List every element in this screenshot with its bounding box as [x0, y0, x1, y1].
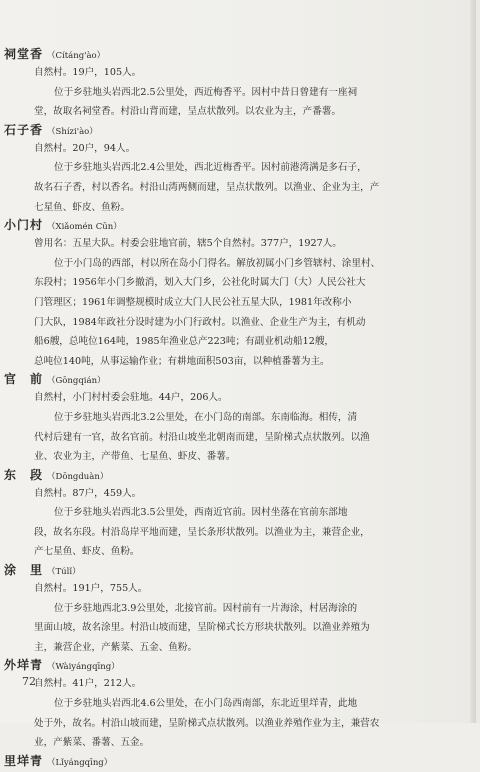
description-line: 七星鱼、虾皮、鱼粉。 [34, 201, 130, 213]
entry-summary: 自然村。191户，755人。 [34, 583, 148, 595]
description-line: 门管理区；1961年调整规模时成立大门人民公社五星大队，1981年改称小 [34, 296, 352, 308]
place-entry [0, 122, 470, 217]
place-pinyin: （Túlǐ） [47, 567, 81, 578]
entry-description [0, 254, 470, 372]
entry-heading [0, 122, 470, 139]
description-line: 门大队，1984年政社分设时建为小门行政村。以渔业、企业生产为主，有机动 [34, 316, 366, 328]
place-name: 石子香 [4, 122, 44, 137]
description-line: 代村后建有一官，故名官前。村沿山坡坐北朝南而建，呈阶梯式点状散列。以渔 [34, 431, 370, 443]
place-entry [0, 753, 470, 770]
entry-heading [0, 46, 470, 63]
entry-description [0, 408, 470, 467]
description-line: 东段村；1956年小门乡撤消，划入大门乡，公社化时属大门（大）人民公社大 [34, 277, 366, 289]
place-entry [0, 46, 470, 122]
entry-heading [0, 753, 470, 770]
entry-heading [0, 217, 470, 234]
entry-description [0, 503, 470, 562]
gazetteer-entries [0, 46, 470, 770]
place-name: 涂 里 [4, 563, 44, 578]
place-entry [0, 467, 470, 562]
entry-description [0, 694, 470, 753]
place-name: 里垟青 [4, 753, 44, 768]
place-entry [0, 657, 470, 752]
page-spine-shadow [470, 0, 476, 723]
place-entry [0, 371, 470, 466]
page-number: 72 [22, 675, 36, 688]
place-pinyin: （Xiǎomén Cūn） [47, 222, 122, 233]
description-line: 位于乡驻地头岩西北3.2公里处，在小门岛的南部。东南临海。相传，清 [54, 411, 358, 423]
description-line: 位于乡驻地西北3.9公里处，北接官前。因村前有一片海涂，村居海涂的 [54, 602, 358, 614]
entry-description [0, 599, 470, 658]
entry-summary: 自然村。20户，94人。 [34, 142, 136, 154]
entry-summary: 自然村。87户，459人。 [34, 487, 142, 499]
place-pinyin: （Dōngduàn） [47, 471, 109, 482]
description-line: 位于乡驻地头岩西北2.4公里处，西北近梅香平。因村前港湾满是多石子， [54, 162, 367, 174]
description-line: 堂，故取名祠堂香。村沿山背而建，呈点状散列。以农业为主，产番薯。 [34, 106, 341, 118]
place-pinyin: （Wàiyángqīng） [47, 662, 120, 673]
description-line: 故名石子香，村以香名。村沿山湾两侧而建，呈点状散列。以渔业、企业为主，产 [34, 181, 380, 193]
entry-description [0, 158, 470, 217]
place-name: 祠堂香 [4, 47, 44, 61]
description-line: 位于乡驻地头岩西北4.6公里处，在小门岛西南部，东北近里垟青，此地 [54, 698, 358, 710]
description-line: 位于小门岛的西部，村以所在岛小门得名。解放初属小门乡管辖村、涂里村、 [54, 257, 381, 269]
place-name: 东 段 [4, 467, 44, 482]
description-line: 段，故名东段。村沿岛岸平地而建，呈长条形状散列。以渔业为主，兼营企业， [34, 526, 370, 538]
place-entry [0, 562, 470, 657]
entry-heading [0, 467, 470, 484]
description-line: 位于乡驻地头岩西北2.5公里处，西近梅香平。因村中昔日曾建有一座祠 [54, 86, 358, 98]
entry-heading [0, 657, 470, 674]
place-pinyin: （Cítáng'ào） [47, 51, 106, 61]
place-name: 官 前 [4, 372, 44, 387]
entry-heading [0, 562, 470, 579]
description-line: 处于外，故名。村沿山坡而建，呈阶梯式点状散列。以渔业养殖作业为主，兼营农 [34, 717, 380, 729]
entry-summary: 自然村。41户，212人。 [34, 678, 142, 690]
entry-description [0, 83, 470, 122]
place-name: 外垟青 [4, 658, 44, 673]
description-line: 船6艘，总吨位164吨，1985年渔业总产223吨；有副业机动船12艘， [34, 336, 335, 348]
entry-heading [0, 371, 470, 388]
place-pinyin: （Lǐyángqīng） [47, 757, 113, 768]
entry-summary: 自然村，小门村村委会驻地。44户，206人。 [34, 392, 228, 404]
description-line: 总吨位140吨，从事运输作业；有耕地面积503亩，以种植番薯为主。 [34, 355, 330, 367]
description-line: 业，产紫菜、番薯、五金。 [34, 737, 150, 749]
description-line: 产七星鱼、虾皮、鱼粉。 [34, 546, 140, 558]
place-pinyin: （Gōngqián） [47, 376, 106, 387]
description-line: 主，兼营企业，产紫菜、五金、鱼粉。 [34, 641, 198, 653]
entry-summary: 曾用名：五星大队。村委会驻地官前，辖5个自然村。377户，1927人。 [34, 238, 342, 250]
entry-summary: 自然村。19户，105人。 [34, 67, 142, 78]
place-pinyin: （Shízi'ào） [47, 126, 98, 137]
description-line: 业、农业为主，产带鱼、七星鱼、虾皮、番薯。 [34, 451, 236, 463]
place-entry [0, 217, 470, 371]
description-line: 里面山坡，故名涂里。村沿山坡而建，呈阶梯式长方形块状散列。以渔业养殖为 [34, 622, 370, 634]
description-line: 位于乡驻地头岩西北3.5公里处，西南近官前。因村坐落在官前东部地 [54, 507, 348, 519]
place-name: 小门村 [4, 218, 44, 233]
